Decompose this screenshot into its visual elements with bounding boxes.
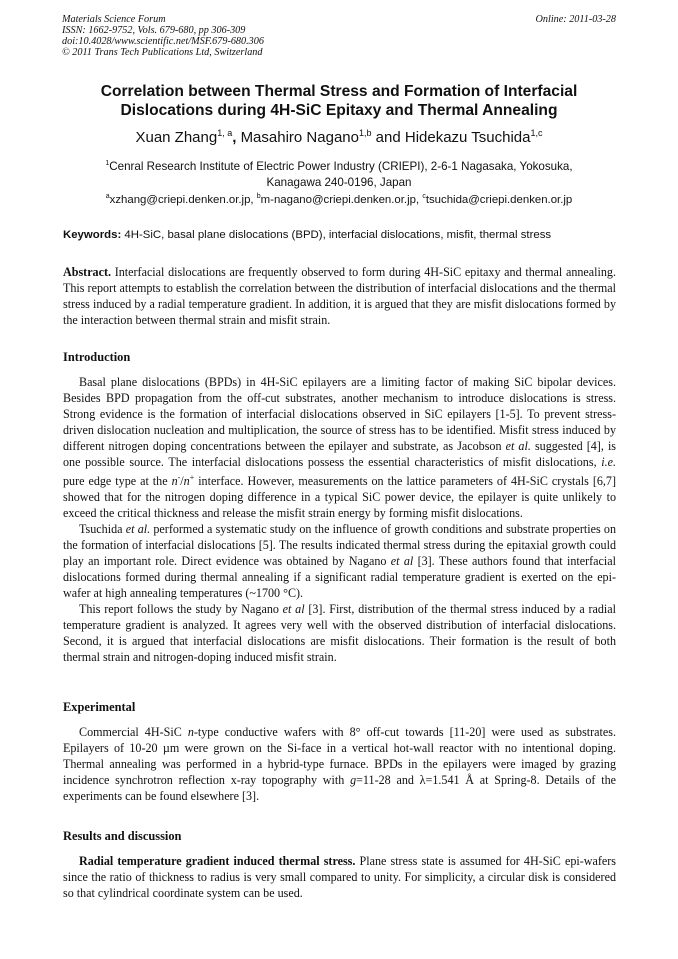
author-3: Hidekazu Tsuchida bbox=[404, 129, 531, 146]
experimental-heading: Experimental bbox=[63, 700, 136, 714]
email-c-sup: c bbox=[422, 193, 426, 200]
exp-g: g bbox=[350, 773, 357, 787]
intro-p3-text-a: This report follows the study by Nagano bbox=[79, 602, 283, 617]
abstract-label: Abstract. bbox=[63, 265, 112, 279]
intro-paragraph-1 bbox=[63, 374, 616, 521]
results-heading: Results and discussion bbox=[63, 829, 182, 843]
email-c[interactable]: tsuchida@criepi.denken.or.jp bbox=[425, 193, 573, 206]
intro-p1-text-a: Basal plane dislocations (BPDs) in 4H-SiC epilayers are a limiting factor of making SiC bipolar devices. Besides BPD propagation from the off-cut substrates, another mechanism to introduce dislocations is stress. Strong evidence is the formation of interfacial dislocations observed in SiC epilayers [1-5]. To prevent stress-driven dislocation nucleation and multiplication, the source of stress has to be identified. Misfit stress induced by different nitrogen doping concentrations between the epilayer and substrate, as Jacobson bbox=[63, 375, 616, 453]
intro-body bbox=[63, 374, 616, 665]
copyright: © 2011 Trans Tech Publications Ltd, Switzerland bbox=[62, 47, 263, 58]
intro-p3-etal: et al bbox=[282, 602, 305, 617]
author-list bbox=[40, 128, 638, 146]
author-1-sup: 1, a bbox=[217, 128, 233, 138]
journal-name: Materials Science Forum bbox=[62, 14, 166, 25]
intro-p1-ie: i.e. bbox=[601, 455, 616, 469]
intro-p1-text-b: suggested [4], is one possible source. The interfacial dislocations possess the essential characteristics of misfit dislocations, bbox=[63, 439, 617, 469]
author-3-sup: 1,c bbox=[530, 128, 543, 138]
online-date: Online: 2011-03-28 bbox=[535, 14, 616, 25]
experimental-body bbox=[63, 724, 616, 804]
affiliation-line-1: Cenral Research Institute of Electric Power Industry (CRIEPI), 2-6-1 Nagasaka, Yokosuka, bbox=[109, 159, 573, 173]
author-2: Masahiro Nagano bbox=[240, 129, 359, 146]
intro-p2-etal: et al. bbox=[125, 522, 151, 537]
affiliation-line-2: Kanagawa 240-0196, Japan bbox=[266, 175, 412, 189]
intro-p2-etal-2: et al bbox=[390, 554, 414, 569]
intro-paragraph-3 bbox=[63, 601, 616, 665]
author-2-sup: 1,b bbox=[358, 128, 372, 138]
author-sep-2: and bbox=[371, 129, 405, 146]
email-b[interactable]: m-nagano@criepi.denken.or.jp bbox=[260, 193, 416, 206]
affiliation bbox=[70, 156, 608, 191]
email-a-sup: a bbox=[105, 193, 110, 200]
page-header bbox=[62, 14, 616, 58]
email-b-sup: b bbox=[256, 193, 261, 200]
issn: ISSN: 1662-9752, Vols. 679-680, pp 306-309 bbox=[62, 25, 246, 36]
exp-text-c: =11-28 and λ=1.541 Å at Spring-8. Details of the experiments can be found elsewhere [3]. bbox=[63, 773, 616, 803]
intro-p1-etal: et al. bbox=[505, 439, 531, 453]
doi: doi:10.4028/www.scientific.net/MSF.679-680.306 bbox=[62, 36, 264, 47]
exp-n: n bbox=[187, 725, 194, 739]
intro-p2-text-b: performed a systematic study on the influence of growth conditions and substrate properties on the formation of interfacial dislocations [5]. The results indicated thermal stress during the epitaxial growth could play an important role. Direct evidence was obtained by Nagano bbox=[63, 522, 616, 569]
results-body bbox=[63, 853, 616, 901]
intro-p1-text-c: pure edge type at the bbox=[63, 474, 172, 489]
exp-text-a: Commercial 4H-SiC bbox=[79, 725, 188, 739]
intro-heading: Introduction bbox=[63, 350, 131, 364]
abstract-text: Interfacial dislocations are frequently observed to form during 4H-SiC epitaxy and thermal annealing. This report attempts to establish the correlation between the distribution of interfacial dislocations and the thermal stress induced by a radial temperature gradient. In addition, it is argued that they are misfit dislocations formed by the interaction between thermal strain and misfit strain. bbox=[63, 265, 616, 327]
results-text: Plane stress state is assumed for 4H-SiC epi-wafers since the ratio of thickness to radius is very small compared to unity. For simplicity, a circular disk is considered so that cylindrical coordinate system can be used. bbox=[63, 854, 617, 900]
exp-text-b: -type conductive wafers with 8° off-cut towards [11-20] were used as substrates. Epilayers of 10-20 µm were grown on the Si-face in a vertical hot-wall reactor with no intentional doping. Thermal annealing was performed in a hybrid-type furnace. BPDs in the epilayers were imaged by grazing incidence synchrotron reflection x-ray topography with bbox=[63, 725, 616, 787]
intro-p1-sup-plus: + bbox=[189, 473, 195, 482]
author-1: Xuan Zhang bbox=[135, 129, 218, 146]
affiliation-sup: 1 bbox=[105, 160, 110, 167]
keywords-text: 4H-SiC, basal plane dislocations (BPD), interfacial dislocations, misfit, thermal stress bbox=[124, 229, 552, 241]
author-sep-1: , bbox=[232, 129, 241, 146]
intro-p3-text-b: [3]. First, distribution of the thermal stress induced by a radial temperature gradient is analyzed. It agrees very well with the observed distribution of interfacial dislocations. Second, it is argued that interfacial dislocations are misfit dislocations. Their formation is the result of both thermal strain and nitrogen-doping induced misfit strain. bbox=[63, 602, 616, 665]
title-line-2: Dislocations during 4H-SiC Epitaxy and Thermal Annealing bbox=[120, 102, 558, 119]
results-paragraph bbox=[63, 853, 616, 901]
paper-title bbox=[40, 82, 638, 120]
intro-paragraph-2 bbox=[63, 521, 616, 601]
results-run-in-heading: Radial temperature gradient induced thermal stress. bbox=[79, 854, 356, 868]
abstract bbox=[63, 264, 616, 328]
email-list: $^a$xzhang@criepi.denken.or.jp, $^b$m-nagano@criepi.denken.or.jp, $^c$tsuchida@criepi.denken.or.jp bbox=[105, 193, 573, 206]
intro-p1-sup-minus: - bbox=[177, 473, 181, 482]
intro-p1-n: n bbox=[171, 474, 178, 489]
keywords-label: Keywords: bbox=[63, 229, 122, 241]
email-a[interactable]: xzhang@criepi.denken.or.jp bbox=[109, 193, 251, 206]
intro-p1-slash: / bbox=[180, 474, 184, 489]
intro-p2-text-a: Tsuchida bbox=[79, 522, 126, 537]
keywords bbox=[63, 229, 616, 241]
title-line-1: Correlation between Thermal Stress and Formation of Interfacial bbox=[100, 83, 578, 100]
intro-p1-text-d: interface. However, measurements on the lattice parameters of 4H-SiC crystals [6,7] showed that for the nitrogen doping difference in a typical SiC power device, the epilayer is quite unlikely to exceed the critical thickness and release the misfit strain energy by forming misfit dislocations. bbox=[63, 474, 616, 521]
intro-p1-n2: n bbox=[183, 474, 190, 489]
intro-p2-text-c: [3]. These authors found that interfacial dislocations formed during thermal annealing if a significant radial temperature gradient is exerted on the epi-wafer at high annealing temperatures (~1700 °C). bbox=[63, 554, 616, 601]
experimental-paragraph bbox=[63, 724, 616, 804]
